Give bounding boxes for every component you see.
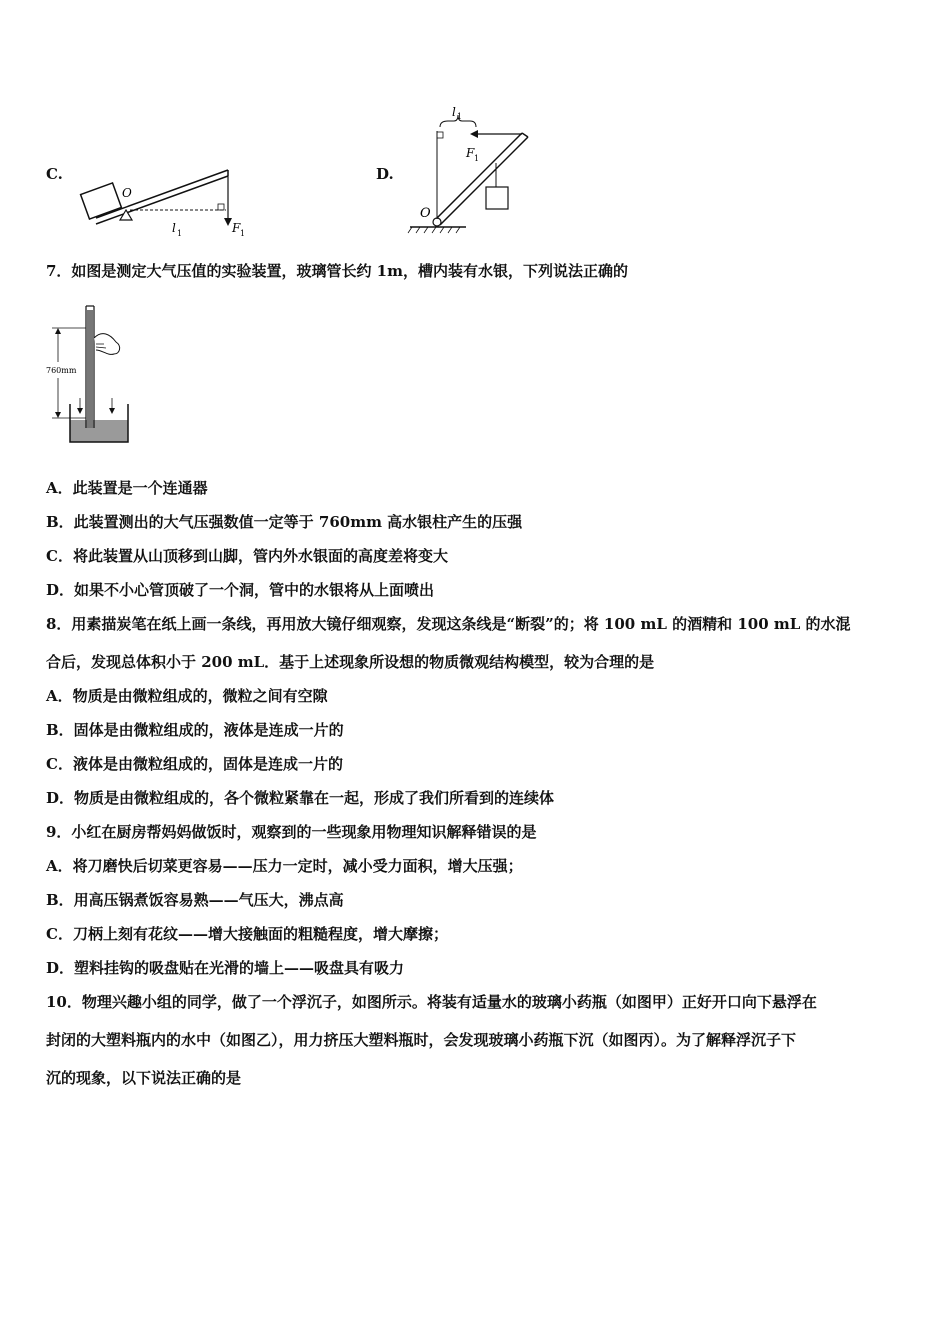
fig-d-l-label: l [452, 105, 456, 119]
figure-d-lever [404, 105, 539, 240]
q7-option-a: A．此装置是一个连通器 [46, 479, 208, 497]
q10-stem-line2: 封闭的大塑料瓶内的水中（如图乙），用力挤压大塑料瓶时，会发现玻璃小药瓶下沉（如图丙）。为了解释浮沉子下 [46, 1031, 797, 1049]
figure-c-lever [78, 150, 258, 240]
q7-stem: 7．如图是测定大气压值的实验装置，玻璃管长约 1m，槽内装有水银，下列说法正确的 [46, 262, 628, 280]
fig-c-l-sub: 1 [177, 229, 183, 238]
q8-option-a: A．物质是由微粒组成的，微粒之间有空隙 [46, 687, 328, 705]
option-d-label: D. [376, 165, 394, 183]
q10-stem-line3: 沉的现象，以下说法正确的是 [46, 1069, 242, 1087]
q9-option-c: C．刀柄上刻有花纹——增大接触面的粗糙程度，增大摩擦； [46, 925, 448, 943]
q8-option-c: C．液体是由微粒组成的，固体是连成一片的 [46, 755, 343, 773]
q8-option-b: B．固体是由微粒组成的，液体是连成一片的 [46, 721, 344, 739]
fig-d-f-sub: 1 [474, 154, 480, 163]
q9-option-a: A．将刀磨快后切菜更容易——压力一定时，减小受力面积，增大压强； [46, 857, 523, 875]
fig-c-o-label: O [122, 186, 132, 200]
q9-stem: 9．小红在厨房帮妈妈做饭时，观察到的一些现象用物理知识解释错误的是 [46, 823, 537, 841]
fig-d-o-label: O [420, 206, 431, 221]
q7-option-b: B．此装置测出的大气压强数值一定等于 760mm 高水银柱产生的压强 [46, 513, 523, 531]
q8-stem-line2: 合后，发现总体积小于 200 mL．基于上述现象所设想的物质微观结构模型，较为合理的是 [46, 653, 655, 671]
q9-option-d: D．塑料挂钩的吸盘贴在光滑的墙上——吸盘具有吸力 [46, 959, 405, 977]
fig-d-l-sub: 1 [457, 112, 463, 121]
q7-option-c: C．将此装置从山顶移到山脚，管内外水银面的高度差将变大 [46, 547, 448, 565]
q10-stem-line1: 10．物理兴趣小组的同学，做了一个浮沉子，如图所示。将装有适量水的玻璃小药瓶（如图甲）正好开口向下悬浮在 [46, 993, 817, 1011]
q9-option-b: B．用高压锅煮饭容易熟——气压大，沸点高 [46, 891, 344, 909]
fig-c-l-label: l [172, 221, 176, 235]
option-c-label: C. [46, 165, 63, 183]
q7-option-d: D．如果不小心管顶破了一个洞，管中的水银将从上面喷出 [46, 581, 435, 599]
fig-c-f-sub: 1 [240, 229, 246, 238]
fig-d-f-label: F [466, 146, 475, 160]
fig-760mm-label: 760mm [46, 366, 77, 375]
q8-stem-line1: 8．用素描炭笔在纸上画一条线，再用放大镜仔细观察，发现这条线是“断裂”的；将 100 mL 的酒精和 100 mL 的水混 [46, 615, 851, 633]
figure-torricelli-apparatus [44, 300, 144, 450]
q8-option-d: D．物质是由微粒组成的，各个微粒紧靠在一起，形成了我们所看到的连续体 [46, 789, 555, 807]
fig-c-f-label: F [232, 221, 241, 235]
